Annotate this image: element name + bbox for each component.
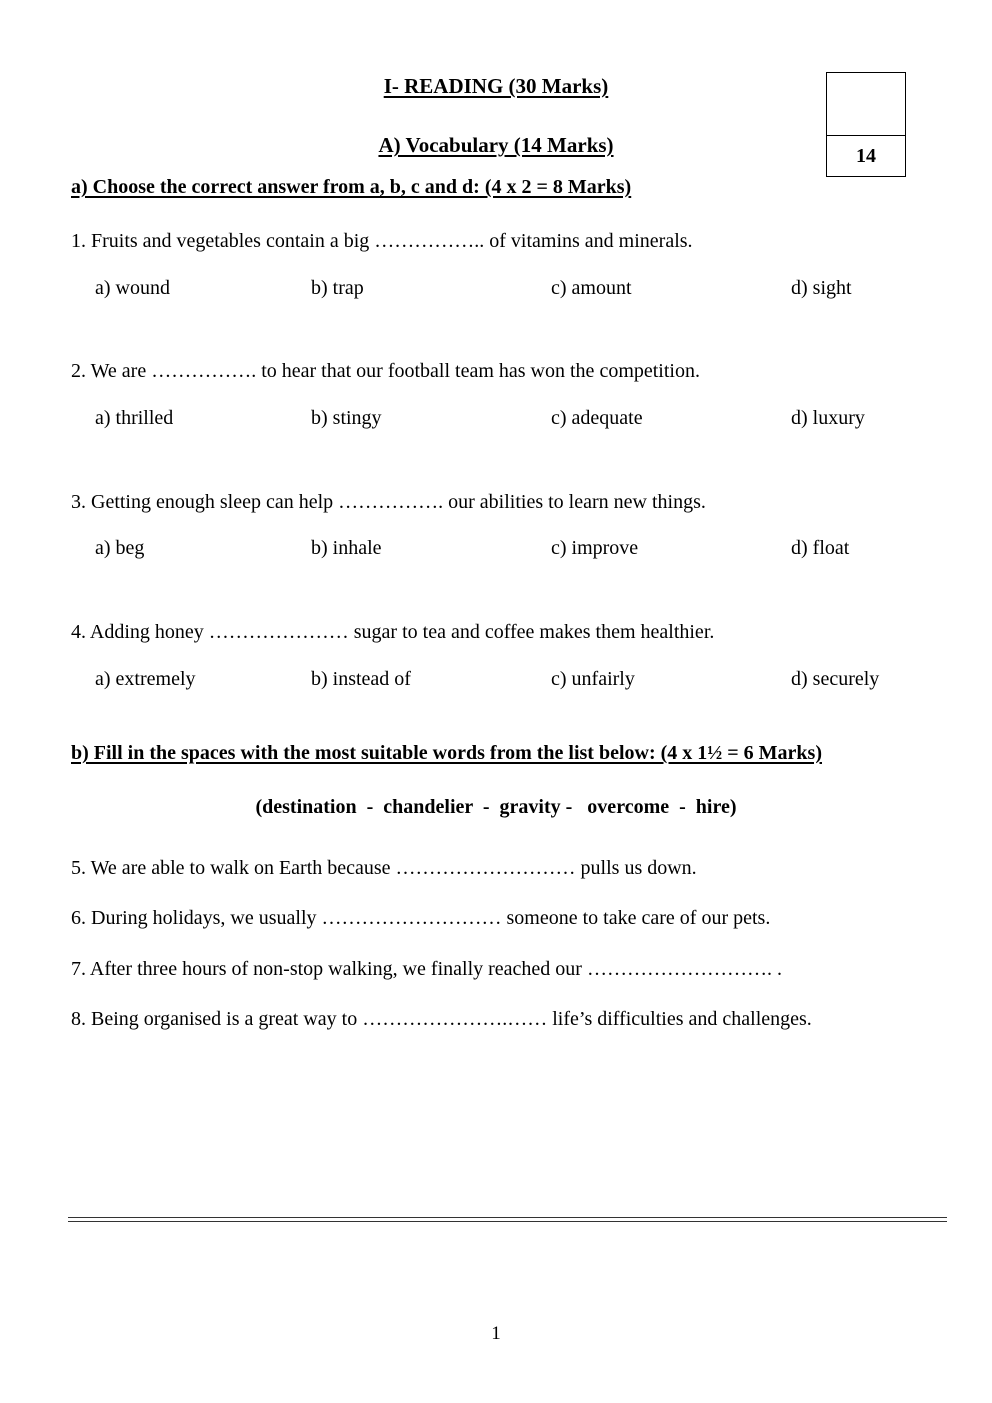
- question-1-option-b: b) trap: [311, 277, 364, 299]
- question-1-option-d: d) sight: [791, 277, 852, 299]
- question-2-option-b: b) stingy: [311, 407, 382, 429]
- question-3-option-d: d) float: [791, 537, 850, 559]
- question-3-option-a: a) beg: [95, 537, 145, 559]
- sentence-6: 6. During holidays, we usually ……………………… someone to take care of our pets.: [71, 907, 771, 929]
- question-4-option-a: a) extremely: [95, 668, 196, 690]
- question-2-option-c: c) adequate: [551, 407, 643, 429]
- page-number: 1: [491, 1323, 501, 1344]
- marks-box-divider: [827, 135, 905, 136]
- question-3: 3. Getting enough sleep can help ……………. our abilities to learn new things.: [71, 491, 706, 513]
- section-subtitle: A) Vocabulary (14 Marks): [378, 133, 614, 157]
- sentence-5: 5. We are able to walk on Earth because ……………………… pulls us down.: [71, 857, 697, 879]
- question-1-option-c: c) amount: [551, 277, 632, 299]
- question-3-option-c: c) improve: [551, 537, 639, 559]
- sentence-7: 7. After three hours of non-stop walking, we finally reached our ………………………. .: [71, 958, 782, 980]
- question-1-option-a: a) wound: [95, 277, 170, 299]
- marks-box-total: 14: [856, 145, 876, 167]
- question-2: 2. We are ……………. to hear that our football team has won the competition.: [71, 360, 700, 382]
- section-title: I- READING (30 Marks): [383, 74, 609, 98]
- part-b-instruction: b) Fill in the spaces with the most suitable words from the list below: (4 x 1½ = 6 Marks): [71, 742, 822, 764]
- marks-box: [826, 72, 906, 177]
- part-a-instruction: a) Choose the correct answer from a, b, c and d: (4 x 2 = 8 Marks): [71, 176, 632, 198]
- question-3-option-b: b) inhale: [311, 537, 382, 559]
- question-1: 1. Fruits and vegetables contain a big …………….. of vitamins and minerals.: [71, 230, 693, 252]
- question-2-option-a: a) thrilled: [95, 407, 174, 429]
- question-4-option-d: d) securely: [791, 668, 880, 690]
- sentence-8: 8. Being organised is a great way to ………………….…… life’s difficulties and challenges.: [71, 1008, 812, 1030]
- word-list: (destination - chandelier - gravity - overcome - hire): [255, 796, 737, 818]
- question-4: 4. Adding honey ………………… sugar to tea and coffee makes them healthier.: [71, 621, 715, 643]
- question-4-option-c: c) unfairly: [551, 668, 635, 690]
- question-2-option-d: d) luxury: [791, 407, 865, 429]
- question-4-option-b: b) instead of: [311, 668, 411, 690]
- footer-double-rule: [68, 1217, 947, 1222]
